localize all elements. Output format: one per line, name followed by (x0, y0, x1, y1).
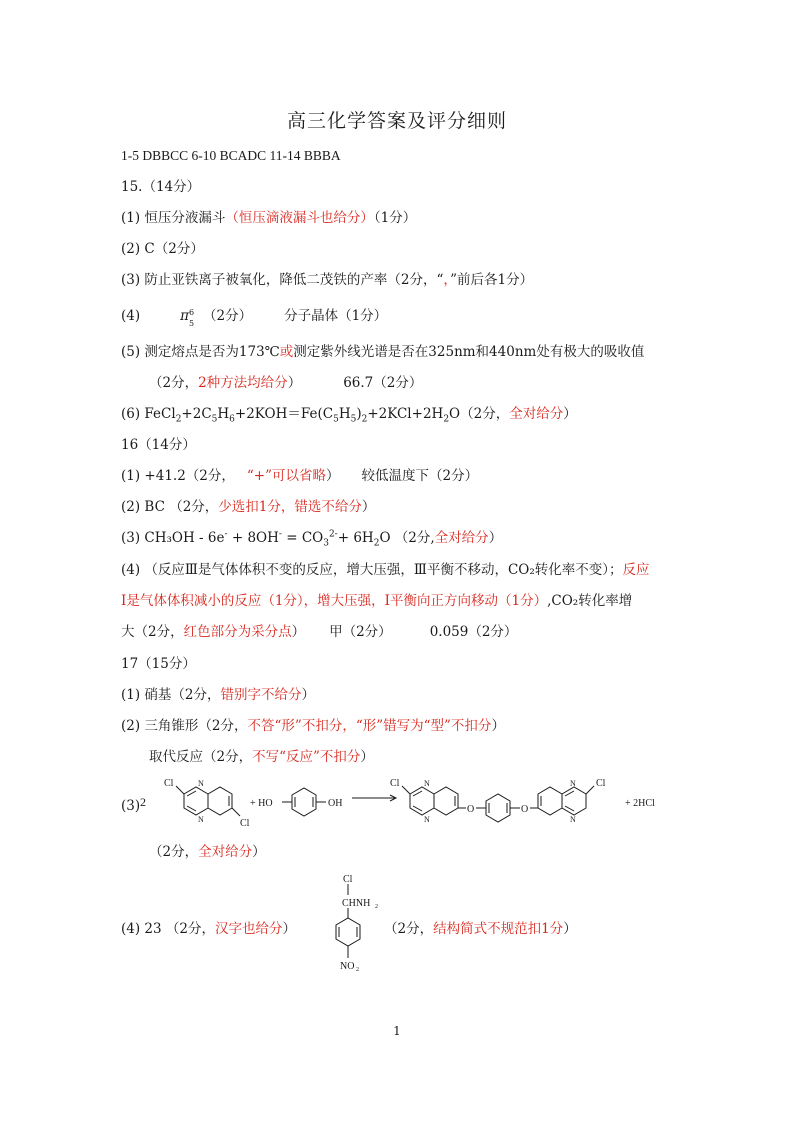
svg-text:O: O (467, 804, 475, 815)
q15-part4: (4) π 6 5 （2分） 分子晶体（1分） (121, 307, 388, 328)
svg-text:Cl: Cl (240, 818, 250, 829)
svg-text:N: N (570, 815, 576, 824)
q17-part4: (4) 23 （2分，汉字也给分） (121, 921, 296, 937)
stoich-coefficient: 2 (140, 795, 146, 809)
q16-part4-line1: (4) （反应Ⅲ是气体体积不变的反应，增大压强，Ⅲ平衡不移动，CO₂转化率不变）；反应 (121, 562, 650, 578)
q15-part2: (2) C（2分） (121, 241, 204, 257)
product-structure (402, 786, 594, 822)
svg-text:N: N (424, 779, 430, 788)
svg-text:N: N (198, 779, 204, 788)
hcl-byproduct: + 2HCl (625, 798, 655, 809)
reaction-scheme (140, 770, 700, 840)
dichloroquinoxaline-structure (176, 786, 240, 816)
q15-part5-scoring: （2分，2种方法均给分） 66.7（2分） (149, 375, 423, 391)
q16-part4-line2: Ⅰ是气体体积减小的反应（1分），增大压强，Ⅰ平衡向正方向移动（1分）,CO₂转化率增 (121, 593, 633, 609)
q17-part3-label: (3) (121, 798, 141, 814)
q15-part1: (1) 恒压分液漏斗（恒压滴液漏斗也给分）（1分） (121, 210, 417, 226)
q16-heading: 16（14分） (121, 437, 196, 453)
svg-text:N: N (424, 815, 430, 824)
q16-part3: (3) $CH_3OH - 6e^- + 8OH^- = CO_3^{2-}+ 6H_2O$ （2分,全对给分） (121, 529, 503, 549)
q15-part6: (6) $FeCl_2+2C_5H_6+2KOH=Fe(C_5H_5)_2+2KCl+2H_2O(2$分，全对给分） (121, 406, 577, 425)
svg-text:Cl: Cl (164, 778, 174, 789)
q17-part3-scoring: （2分，全对给分） (149, 844, 266, 860)
svg-text:Cl: Cl (343, 874, 353, 885)
q15-part3: (3) 防止亚铁离子被氧化，降低二茂铁的产率（2分，“，”前后各1分） (121, 272, 534, 288)
page-number: 1 (393, 1024, 401, 1038)
q16-part4-line3: 大（2分，红色部分为采分点） 甲（2分） 0.059（2分） (121, 624, 518, 640)
q17-part2: (2) 三角锥形（2分，不答“形”不扣分，“形”错写为“型”不扣分） (121, 718, 505, 734)
svg-text:N: N (198, 815, 204, 824)
q17-part2-reaction-type: 取代反应（2分，不写“反应”不扣分） (149, 749, 374, 765)
q15-part1-note: （恒压滴液漏斗也给分） (225, 210, 374, 226)
q17-part4-structure-scoring: （2分，结构简式不规范扣1分） (384, 921, 577, 937)
q16-part2: (2) BC （2分，少选扣1分，错选不给分） (121, 499, 376, 515)
svg-text:OH: OH (328, 798, 343, 809)
q16-part1: (1) +41.2（2分， “+”可以省略） 较低温度下（2分） (121, 468, 479, 484)
hydroquinone-label: + HO (250, 798, 273, 809)
q15-heading: 15.（14分） (121, 179, 201, 195)
svg-text:2: 2 (375, 904, 378, 910)
svg-text:NO: NO (340, 961, 355, 972)
mc-answers: 1-5 DBBCC 6-10 BCADC 11-14 BBBA (121, 148, 341, 163)
q17-part1: (1) 硝基（2分，错别字不给分） (121, 687, 316, 703)
q17-heading: 17（15分） (121, 656, 196, 672)
page-title: 高三化学答案及评分细则 (286, 110, 507, 132)
svg-text:Cl: Cl (390, 778, 400, 789)
pi-bond-symbol: π (180, 308, 189, 324)
svg-text:O: O (521, 804, 529, 815)
svg-text:CHNH: CHNH (342, 898, 371, 909)
svg-text:N: N (570, 779, 576, 788)
svg-text:Cl: Cl (596, 778, 606, 789)
hydroquinone-structure (282, 788, 326, 816)
q15-part5: (5) 测定熔点是否为173℃或测定紫外线光谱是否在325nm和440nm处有极大的吸收值 (121, 344, 645, 360)
svg-text:2: 2 (356, 967, 359, 973)
